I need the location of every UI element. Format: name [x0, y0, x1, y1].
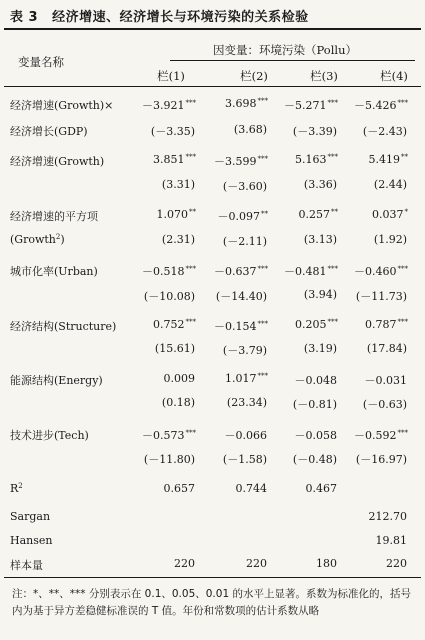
table-cell — [270, 288, 338, 301]
table-cell — [340, 510, 408, 523]
cell-value: －0.097 — [217, 210, 260, 223]
table-cell — [128, 482, 196, 495]
row-label-superscript: 2 — [18, 482, 23, 490]
cell-value: 19.81 — [375, 534, 407, 547]
cell-value: (3.13) — [303, 233, 337, 246]
table-cell — [200, 451, 268, 467]
cell-value: －0.066 — [224, 429, 267, 442]
table-cell — [128, 318, 196, 331]
table-cell — [340, 557, 408, 570]
cell-value: (3.36) — [303, 178, 337, 191]
cell-value: (－3.79) — [222, 344, 267, 357]
table-title — [10, 6, 420, 25]
table-cell — [200, 372, 268, 385]
significance-stars: ** — [189, 208, 196, 216]
row-label — [10, 534, 52, 547]
cell-value: (－0.81) — [292, 398, 337, 411]
table-cell — [200, 208, 268, 224]
cell-value: (－3.35) — [150, 125, 195, 138]
cell-value: (0.18) — [161, 396, 195, 409]
cell-value: (1.92) — [373, 233, 407, 246]
cell-value: －0.573 — [142, 429, 185, 442]
table-cell — [340, 372, 408, 388]
table-note: 注：*、**、*** 分别表示在 0.1、0.05、0.01 的水平上显著。系数为标准化的，括号内为基于异方差稳健标准误的 T 值。年份和常数项的估计系数从略 — [12, 588, 411, 617]
cell-value: 5.163 — [295, 153, 327, 166]
table-cell — [270, 123, 338, 139]
significance-stars: ** — [401, 153, 408, 161]
row-label — [10, 372, 103, 388]
significance-stars: *** — [185, 153, 196, 161]
significance-stars: *** — [327, 265, 338, 273]
cell-value: 3.698 — [225, 97, 257, 110]
cell-value: (－11.73) — [355, 290, 407, 303]
table-cell — [128, 451, 196, 467]
cell-value: (－3.39) — [292, 125, 337, 138]
header-bottom-rule — [4, 86, 421, 87]
table-number: 表 3 — [10, 10, 39, 25]
cell-value: (3.94) — [303, 288, 337, 301]
table-cell — [270, 97, 338, 113]
table-cell — [200, 342, 268, 358]
row-label-tail: ) — [60, 233, 65, 246]
cell-value: －0.592 — [354, 429, 397, 442]
table-cell — [340, 208, 408, 221]
row-label-text: 经济增速(Growth)× — [10, 99, 114, 112]
header-dependent-variable: 因变量：环境污染（Pollu） — [213, 43, 357, 57]
cell-value: 0.752 — [153, 318, 185, 331]
cell-value: (15.61) — [154, 342, 195, 355]
significance-stars: *** — [257, 372, 268, 380]
cell-value: 220 — [174, 557, 195, 570]
cell-value: 220 — [386, 557, 407, 570]
table-cell — [270, 342, 338, 355]
significance-stars: ** — [331, 208, 338, 216]
table-cell — [340, 318, 408, 331]
row-label — [10, 153, 104, 169]
row-label — [10, 97, 113, 113]
header-subrule — [170, 60, 415, 61]
top-rule — [4, 28, 421, 30]
cell-value: －5.426 — [354, 99, 397, 112]
cell-value: 0.467 — [305, 482, 337, 495]
table-cell — [270, 482, 338, 495]
cell-value: (－16.97) — [355, 453, 407, 466]
table-cell — [128, 97, 196, 113]
cell-value: (3.19) — [303, 342, 337, 355]
table-cell — [200, 318, 268, 334]
table-cell — [270, 318, 338, 331]
significance-stars: *** — [327, 153, 338, 161]
table-cell — [340, 342, 408, 355]
table-cell — [270, 208, 338, 221]
table-cell — [270, 534, 338, 547]
table-cell — [340, 263, 408, 279]
column-header-4: 栏(4) — [380, 69, 408, 83]
table-cell — [128, 427, 196, 443]
table-cell — [340, 427, 408, 443]
cell-value: (－1.58) — [222, 453, 267, 466]
table-cell — [270, 451, 338, 467]
table-cell — [128, 288, 196, 304]
row-label-superscript: 2 — [55, 233, 61, 241]
table-cell — [270, 557, 338, 570]
cell-value: (－0.63) — [362, 398, 407, 411]
table-cell — [340, 482, 408, 495]
cell-value: －3.599 — [214, 155, 257, 168]
row-label-text: 经济结构(Structure) — [10, 320, 117, 333]
cell-value: 0.787 — [365, 318, 397, 331]
table-cell — [340, 451, 408, 467]
table-cell — [128, 396, 196, 409]
table-cell — [200, 534, 268, 547]
cell-value: 0.037 — [372, 208, 404, 221]
row-label — [10, 208, 98, 224]
row-label-text: 经济增速的平方项 — [10, 210, 98, 223]
table-cell — [200, 482, 268, 495]
table-cell — [200, 427, 268, 443]
column-header-3: 栏(3) — [310, 69, 338, 83]
significance-stars: *** — [257, 97, 268, 105]
table-cell — [200, 233, 268, 249]
significance-stars: *** — [397, 99, 408, 107]
header-variable-name: 变量名称 — [18, 55, 64, 69]
cell-value: －5.271 — [284, 99, 327, 112]
row-label — [10, 263, 98, 279]
table-cell — [200, 396, 268, 409]
table-cell — [270, 372, 338, 388]
cell-value: －0.637 — [214, 265, 257, 278]
cell-value: (－2.43) — [362, 125, 407, 138]
bottom-rule — [4, 577, 421, 578]
table-caption: 经济增速、经济增长与环境污染的关系检验 — [52, 10, 309, 25]
significance-stars: *** — [257, 265, 268, 273]
table-cell — [340, 396, 408, 412]
row-label-text: 经济增长(GDP) — [10, 125, 88, 138]
table-cell — [128, 342, 196, 355]
table-cell — [270, 396, 338, 412]
cell-value: －0.518 — [142, 265, 185, 278]
row-label — [10, 557, 43, 573]
cell-value: 0.009 — [163, 372, 195, 385]
table-cell — [340, 233, 408, 246]
table-cell — [128, 263, 196, 279]
column-header-2: 栏(2) — [240, 69, 268, 83]
table-cell — [200, 557, 268, 570]
row-label-text: Hansen — [10, 534, 53, 547]
table-cell — [200, 178, 268, 194]
row-label-text: Sargan — [10, 510, 51, 523]
cell-value: (3.68) — [233, 123, 267, 136]
cell-value: －0.460 — [354, 265, 397, 278]
row-label — [10, 427, 89, 443]
significance-stars: *** — [257, 155, 268, 163]
significance-stars: *** — [397, 429, 408, 437]
table-cell — [200, 510, 268, 523]
cell-value: 212.70 — [368, 510, 407, 523]
cell-value: －0.031 — [364, 374, 407, 387]
table-cell — [128, 123, 196, 139]
table-cell — [340, 97, 408, 113]
table-cell — [340, 288, 408, 304]
cell-value: (3.31) — [161, 178, 195, 191]
significance-stars: *** — [327, 318, 338, 326]
row-label-text: 经济增速(Growth) — [10, 155, 105, 168]
table-cell — [340, 123, 408, 139]
table-cell — [200, 288, 268, 304]
cell-value: 180 — [316, 557, 337, 570]
row-label — [10, 510, 50, 523]
table-cell — [200, 97, 268, 110]
cell-value: －0.481 — [284, 265, 327, 278]
row-label — [10, 482, 23, 495]
table-cell — [200, 153, 268, 169]
table-cell — [128, 372, 196, 385]
row-label — [10, 318, 116, 334]
column-header-1: 栏(1) — [157, 69, 185, 83]
cell-value: (17.84) — [366, 342, 407, 355]
cell-value: 0.205 — [295, 318, 327, 331]
cell-value: (－3.60) — [222, 180, 267, 193]
table-cell — [128, 178, 196, 191]
row-label-text: 技术进步(Tech) — [10, 429, 89, 442]
significance-stars: *** — [185, 99, 196, 107]
table-cell — [270, 510, 338, 523]
table-cell — [340, 153, 408, 166]
cell-value: (－2.11) — [222, 235, 267, 248]
cell-value: 0.744 — [235, 482, 267, 495]
cell-value: 1.017 — [225, 372, 257, 385]
table-cell — [270, 233, 338, 246]
cell-value: 5.419 — [368, 153, 400, 166]
significance-stars: *** — [397, 318, 408, 326]
row-label-text: (Growth — [10, 233, 56, 246]
significance-stars: * — [404, 208, 408, 216]
row-label — [10, 123, 88, 139]
cell-value: 0.257 — [298, 208, 330, 221]
significance-stars: *** — [397, 265, 408, 273]
significance-stars: *** — [185, 265, 196, 273]
cell-value: 0.657 — [163, 482, 195, 495]
cell-value: －0.154 — [214, 320, 257, 333]
cell-value: 3.851 — [153, 153, 185, 166]
row-label — [10, 233, 65, 246]
table-cell — [128, 534, 196, 547]
table-cell — [128, 510, 196, 523]
table-cell — [200, 263, 268, 279]
table-cell — [200, 123, 268, 136]
cell-value: (－0.48) — [292, 453, 337, 466]
significance-stars: ** — [261, 210, 268, 218]
table-cell — [128, 208, 196, 221]
row-label-text: 能源结构(Energy) — [10, 374, 103, 387]
table-cell — [340, 178, 408, 191]
table-cell — [128, 557, 196, 570]
cell-value: －0.048 — [294, 374, 337, 387]
cell-value: (2.31) — [161, 233, 195, 246]
significance-stars: *** — [327, 99, 338, 107]
significance-stars: *** — [185, 318, 196, 326]
cell-value: 220 — [246, 557, 267, 570]
cell-value: －0.058 — [294, 429, 337, 442]
cell-value: (－14.40) — [215, 290, 267, 303]
cell-value: (－11.80) — [143, 453, 195, 466]
cell-value: (23.34) — [226, 396, 267, 409]
cell-value: (2.44) — [373, 178, 407, 191]
significance-stars: *** — [185, 429, 196, 437]
table-cell — [270, 263, 338, 279]
table-cell — [340, 534, 408, 547]
table-cell — [270, 153, 338, 166]
cell-value: (－10.08) — [143, 290, 195, 303]
cell-value: －3.921 — [142, 99, 185, 112]
row-label-text: R — [10, 482, 19, 495]
cell-value: 1.070 — [156, 208, 188, 221]
table-cell — [128, 233, 196, 246]
table-cell — [128, 153, 196, 166]
row-label-text: 城市化率(Urban) — [10, 265, 98, 278]
table-cell — [270, 178, 338, 191]
row-label-text: 样本量 — [10, 559, 43, 572]
significance-stars: *** — [257, 320, 268, 328]
table-cell — [270, 427, 338, 443]
